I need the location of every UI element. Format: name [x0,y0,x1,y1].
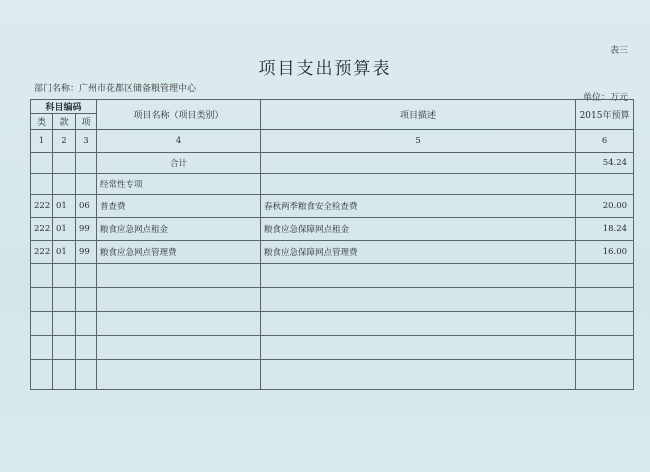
empty-row [31,312,634,336]
category-label: 经常性专项 [97,174,261,195]
header-row-1 [31,100,634,114]
row-desc: 粮食应急保障网点租金 [261,218,576,241]
department-label: 部门名称：广州市花都区储备粮管理中心 [34,84,197,94]
row-desc: 粮食应急保障网点管理费 [261,241,576,264]
empty-row [31,336,634,360]
empty-row [31,288,634,312]
index-row [31,130,634,153]
index-cell: 2 [53,130,76,153]
empty-row [31,264,634,288]
row-kuan: 01 [53,195,76,218]
budget-table [30,99,634,390]
unit-label: 单位：万元 [582,93,628,103]
row-kuan: 01 [53,218,76,241]
category-row [31,174,634,195]
header-kuan: 款 [53,114,76,130]
header-project-desc: 项目描述 [261,100,576,130]
row-xiang: 06 [76,195,97,218]
row-name: 粮食应急网点租金 [97,218,261,241]
row-name: 普查费 [97,195,261,218]
total-amount: 54.24 [576,153,634,174]
row-amount: 16.00 [576,241,634,264]
row-lei: 222 [31,218,53,241]
table-number-label: 表三 [609,46,628,56]
row-lei: 222 [31,241,53,264]
index-cell: 5 [261,130,576,153]
row-lei: 222 [31,195,53,218]
index-cell: 6 [576,130,634,153]
page-title: 项目支出预算表 [258,59,392,79]
table-row [31,195,634,218]
row-amount: 18.24 [576,218,634,241]
header-budget: 2015年预算 [576,100,634,130]
header-xiang: 项 [76,114,97,130]
table-row [31,241,634,264]
header-project-name: 项目名称（项目类别） [97,100,261,130]
index-cell: 4 [97,130,261,153]
total-label: 合计 [97,153,261,174]
header-code-group: 科目编码 [31,100,97,114]
row-name: 粮食应急网点管理费 [97,241,261,264]
empty-row [31,360,634,390]
header-lei: 类 [31,114,53,130]
row-amount: 20.00 [576,195,634,218]
index-cell: 3 [76,130,97,153]
row-xiang: 99 [76,218,97,241]
total-row [31,153,634,174]
row-desc: 春秋两季粮食安全检查费 [261,195,576,218]
table-row [31,218,634,241]
row-xiang: 99 [76,241,97,264]
index-cell: 1 [31,130,53,153]
row-kuan: 01 [53,241,76,264]
